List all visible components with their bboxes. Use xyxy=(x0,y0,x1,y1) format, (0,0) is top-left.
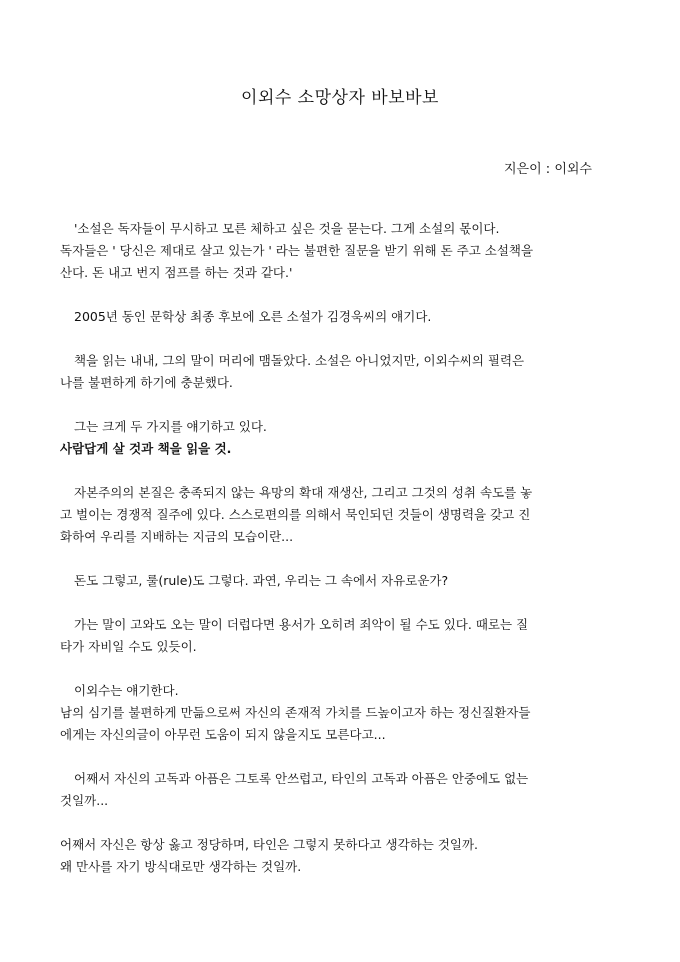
paragraph-reading xyxy=(60,350,623,394)
paragraph-words xyxy=(60,614,623,658)
text-line: 이외수는 얘기한다. xyxy=(74,683,179,698)
paragraph-closing xyxy=(60,834,623,878)
text-line: 책을 읽는 내내, 그의 말이 머리에 맴돌았다. 소설은 아니었지만, 이외수씨의 필력은 xyxy=(74,353,525,368)
paragraph-loneliness xyxy=(60,768,623,812)
document-body xyxy=(60,218,623,878)
author-line: 지은이 : 이외수 xyxy=(504,162,592,177)
text-line: 고 벌이는 경쟁적 질주에 있다. 스스로편의를 의해서 묵인되던 것들이 생명력을 갖고 진 xyxy=(60,507,531,522)
text-line: '소설은 독자들이 무시하고 모른 체하고 싶은 것을 묻는다. 그게 소설의 몫이다. xyxy=(74,221,500,236)
text-line: 타가 자비일 수도 있듯이. xyxy=(60,639,197,654)
text-line: 가는 말이 고와도 오는 말이 더럽다면 용서가 오히려 죄악이 될 수도 있다. 때로는 질 xyxy=(74,617,529,632)
paragraph-author-says xyxy=(60,680,623,746)
text-line: 그는 크게 두 가지를 얘기하고 있다. xyxy=(74,419,267,434)
bold-line: 사람답게 살 것과 책을 읽을 것. xyxy=(60,441,232,456)
text-line: 자본주의의 본질은 충족되지 않는 욕망의 확대 재생산, 그리고 그것의 성취 속도를 놓 xyxy=(74,485,533,500)
paragraph-quote xyxy=(60,218,623,284)
document-title: 이외수 소망상자 바보바보 xyxy=(241,88,439,108)
text-line: 것일까... xyxy=(60,793,109,808)
paragraph-award xyxy=(60,306,623,328)
text-line: 화하여 우리를 지배하는 지금의 모습이란... xyxy=(60,529,294,544)
text-line: 2005년 동인 문학상 최종 후보에 오른 소설가 김경욱씨의 얘기다. xyxy=(74,309,432,324)
text-line: 에게는 자신의글이 아무런 도움이 되지 않을지도 모른다고... xyxy=(60,727,386,742)
paragraph-two-things xyxy=(60,416,623,460)
text-line: 어째서 자신의 고독과 아픔은 그토록 안쓰럽고, 타인의 고독과 아픔은 안중에도 없는 xyxy=(74,771,529,786)
text-line: 왜 만사를 자기 방식대로만 생각하는 것일까. xyxy=(60,859,302,874)
text-line: 산다. 돈 내고 번지 점프를 하는 것과 같다.' xyxy=(60,265,293,280)
text-line: 돈도 그렇고, 룰(rule)도 그렇다. 과연, 우리는 그 속에서 자유로운가? xyxy=(74,573,449,588)
text-line: 어째서 자신은 항상 옳고 정당하며, 타인은 그렇지 못하다고 생각하는 것일까. xyxy=(60,837,479,852)
paragraph-freedom xyxy=(60,570,623,592)
paragraph-capitalism xyxy=(60,482,623,548)
text-line: 나를 불편하게 하기에 충분했다. xyxy=(60,375,233,390)
text-line: 남의 심기를 불편하게 만듦으로써 자신의 존재적 가치를 드높이고자 하는 정신질환자들 xyxy=(60,705,531,720)
text-line: 독자들은 ' 당신은 제대로 살고 있는가 ' 라는 불편한 질문을 받기 위해 돈 주고 소설책을 xyxy=(60,243,534,258)
